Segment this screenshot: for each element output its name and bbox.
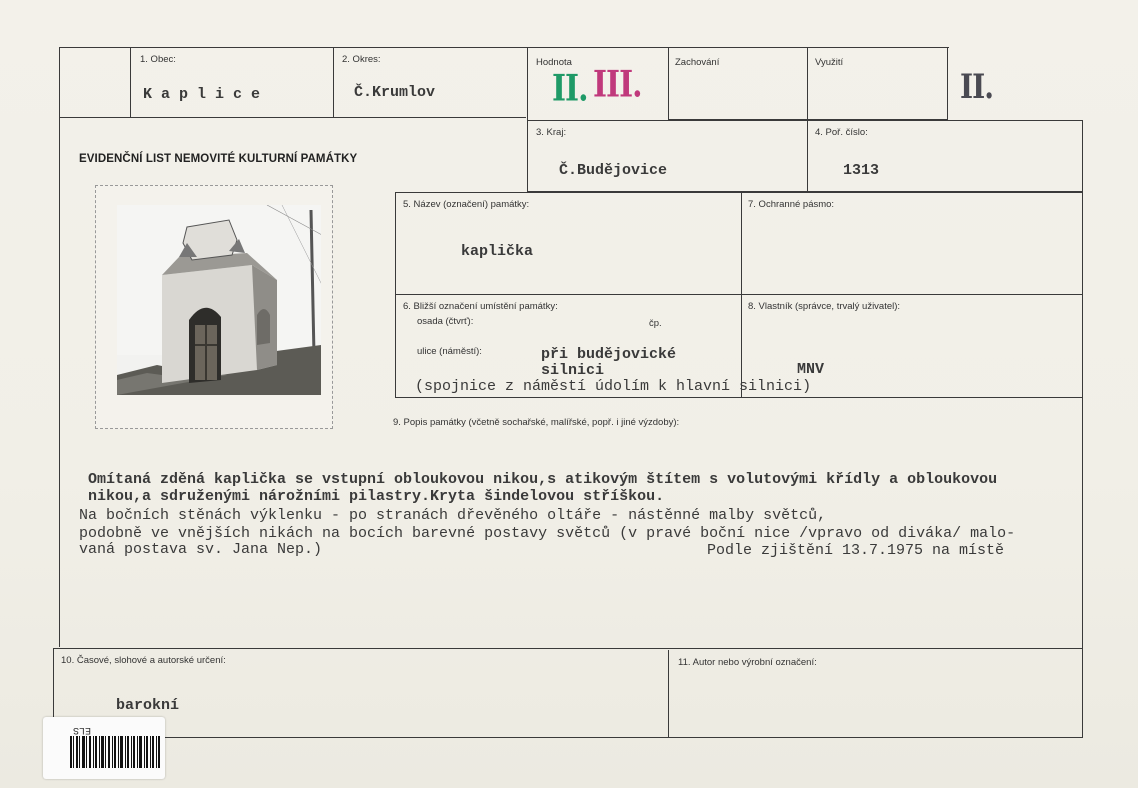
rule bbox=[59, 47, 949, 48]
rule bbox=[59, 117, 526, 118]
spojnice-note: (spojnice z náměstí údolím k hlavní silnici) bbox=[415, 378, 812, 395]
popis-line: podobně ve vnějších nikách na bocích barevné postavy světců (v pravé boční nice /vpravo od diváka/ malo- bbox=[79, 525, 1016, 542]
ulice-value-1: při budějovické bbox=[541, 346, 677, 363]
zjisteni-note: Podle zjištění 13.7.1975 na místě bbox=[707, 542, 1005, 559]
rule bbox=[947, 47, 948, 120]
rule bbox=[130, 47, 131, 117]
okres-label: 2. Okres: bbox=[342, 54, 381, 65]
ochranne-pasmo-label: 7. Ochranné pásmo: bbox=[748, 199, 835, 210]
rule bbox=[1082, 120, 1083, 738]
form-title: EVIDENČNÍ LIST NEMOVITÉ KULTURNÍ PAMÁTKY bbox=[79, 153, 358, 165]
vyuziti-mark: II. bbox=[960, 67, 993, 107]
autor-label: 11. Autor nebo výrobní označení: bbox=[678, 657, 817, 668]
cp-label: čp. bbox=[649, 318, 662, 329]
obec-value: K a p l i c e bbox=[143, 86, 261, 103]
hodnota-mark-green: II. bbox=[552, 68, 588, 110]
barcode-bars bbox=[70, 736, 160, 768]
rule bbox=[333, 47, 334, 117]
popis-line: nikou,a sdruženými nárožními pilastry.Kryta šindelovou stříškou. bbox=[88, 488, 665, 505]
rule bbox=[59, 117, 60, 647]
ulice-value-2: silnici bbox=[541, 362, 605, 379]
rule bbox=[395, 192, 1083, 193]
rule bbox=[668, 650, 669, 738]
rule bbox=[53, 648, 1083, 649]
kraj-label: 3. Kraj: bbox=[536, 127, 567, 138]
nazev-value: kaplička bbox=[461, 243, 534, 260]
popis-label: 9. Popis památky (včetně sochařské, malířské, popř. i jiné výzdoby): bbox=[393, 417, 680, 428]
rule bbox=[395, 397, 1083, 398]
rule bbox=[741, 192, 742, 398]
por-cislo-label: 4. Poř. číslo: bbox=[815, 127, 868, 138]
vyuziti-label: Využití bbox=[815, 57, 844, 68]
ulice-label: ulice (náměstí): bbox=[417, 346, 482, 357]
rule bbox=[395, 294, 1083, 295]
barcode-text: ELS bbox=[73, 724, 92, 735]
zachovani-label: Zachování bbox=[675, 57, 720, 68]
popis-line: Omítaná zděná kaplička se vstupní obloukovou nikou,s atikovým štítem s volutovými křídly a obloukovou bbox=[88, 471, 998, 488]
vlastnik-label: 8. Vlastník (správce, trvalý uživatel): bbox=[748, 301, 901, 312]
vlastnik-value: MNV bbox=[797, 361, 825, 378]
casove-label: 10. Časové, slohové a autorské určení: bbox=[61, 655, 226, 666]
hodnota-mark-magenta: III. bbox=[593, 64, 642, 106]
osada-label: osada (čtvrť): bbox=[417, 316, 474, 327]
obec-label: 1. Obec: bbox=[140, 54, 176, 65]
okres-value: Č.Krumlov bbox=[354, 84, 436, 101]
chapel-photo bbox=[117, 205, 321, 395]
popis-line: Na bočních stěnách výklenku - po stranách dřevěného oltáře - nástěnné malby světců, bbox=[79, 507, 827, 524]
rule bbox=[527, 120, 1083, 121]
por-cislo-value: 1313 bbox=[843, 162, 880, 179]
kraj-value: Č.Budějovice bbox=[559, 162, 668, 179]
hodnota-label: Hodnota bbox=[536, 57, 572, 68]
rule bbox=[59, 47, 60, 117]
popis-line: vaná postava sv. Jana Nep.) bbox=[79, 541, 323, 558]
nazev-label: 5. Název (označení) památky: bbox=[403, 199, 530, 210]
rule bbox=[53, 737, 1083, 738]
rule bbox=[668, 47, 669, 120]
rule bbox=[395, 192, 396, 398]
casove-value: barokní bbox=[116, 697, 180, 714]
blizsi-oznaceni-label: 6. Bližší označení umístění památky: bbox=[403, 301, 558, 312]
